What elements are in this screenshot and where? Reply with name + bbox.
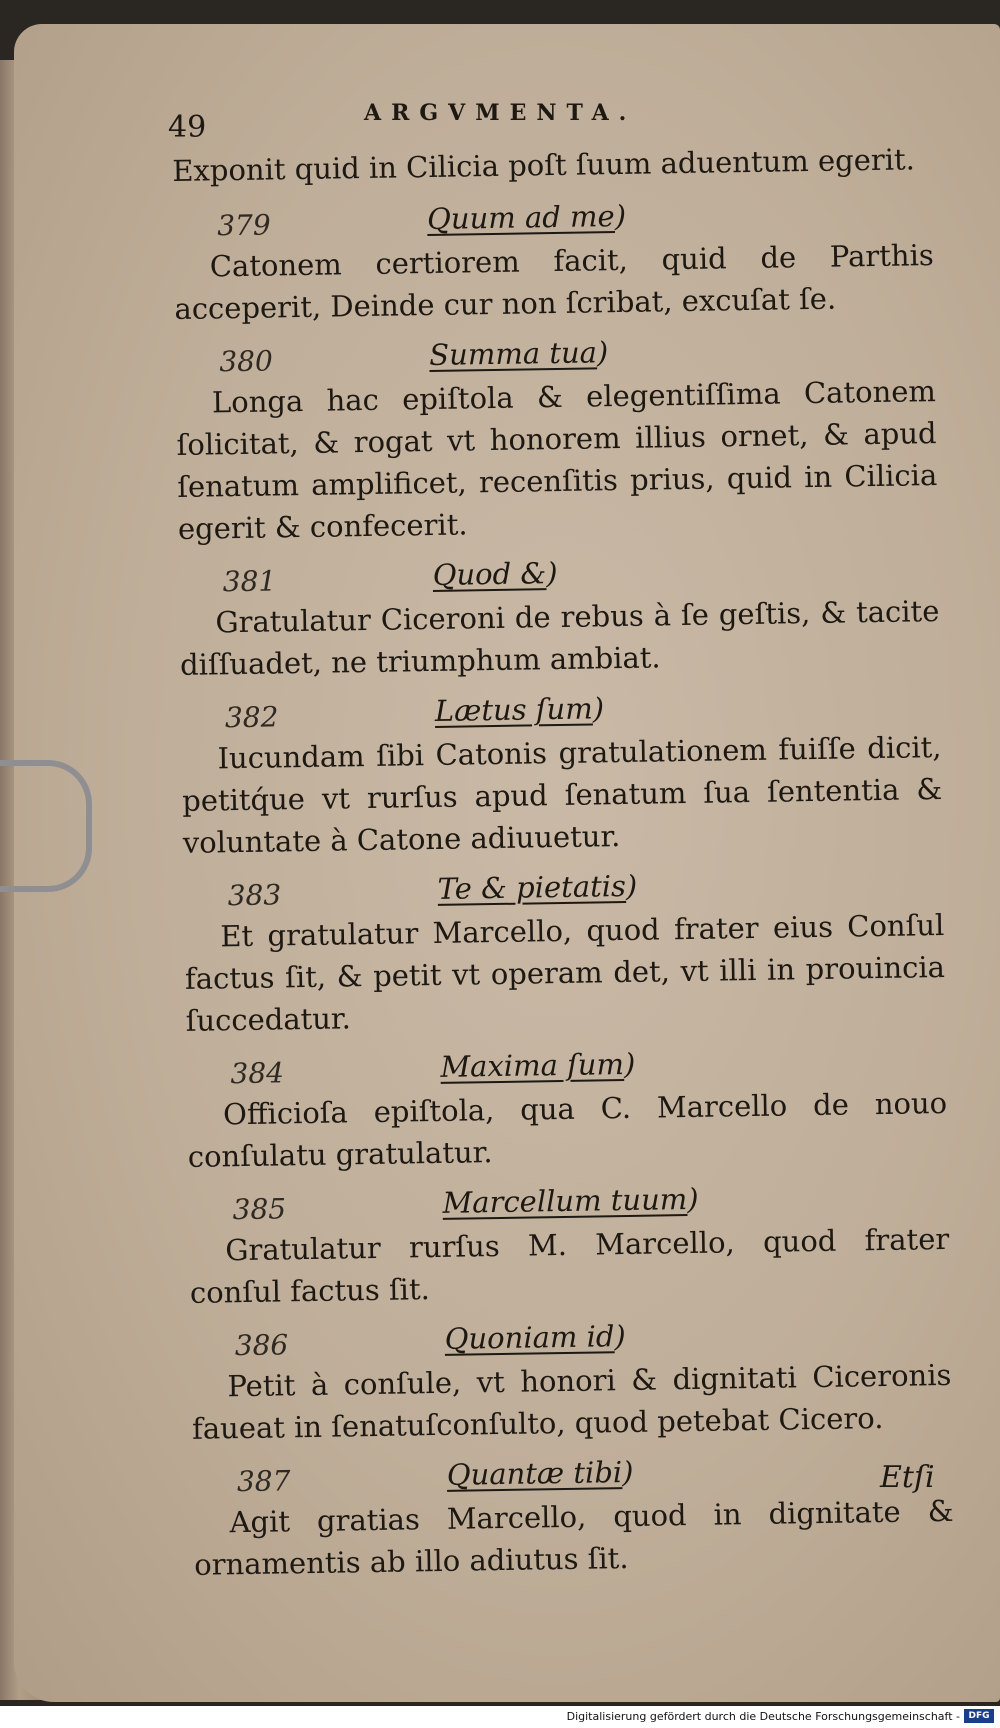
letter-summary: Gratulatur Ciceroni de rebus à ſe geſtis, & tacite diſſuadet, ne triumphum ambiat. bbox=[179, 594, 940, 682]
letter-number: 380 bbox=[219, 344, 274, 379]
letter-entry bbox=[188, 1174, 950, 1314]
letter-number: 382 bbox=[224, 700, 279, 735]
letter-entry bbox=[178, 546, 940, 686]
letter-incipit: Lætus ſum) bbox=[434, 691, 605, 728]
page-header bbox=[168, 96, 930, 145]
letter-summary: Agit gratias Marcello, quod in dignitate & ornamentis ab illo adiutus ſit. bbox=[193, 1493, 954, 1582]
letter-summary: Gratulatur rurſus M. Marcello, quod frater conſul factus ſit. bbox=[189, 1221, 950, 1310]
letter-summary: Catonem certiorem facit, quid de Parthis acceperit, Deinde cur non ſcribat, excuſat ſe. bbox=[174, 238, 935, 326]
letter-incipit: Te & pietatis) bbox=[437, 868, 638, 906]
letter-summary: Longa hac epiſtola & elegentiſſima Catonem ſolicitat, & rogat vt honorem illius ornet, & apud ſenatum amplificet, recenſitis prius, quid in Cilicia egerit & confecerit. bbox=[176, 374, 938, 546]
running-title: ARGVMENTA. bbox=[364, 100, 637, 126]
letter-summary: Officioſa epiſtola, qua C. Marcello de nouo conſulatu gratulatur. bbox=[187, 1085, 948, 1174]
letter-summary: Petit à conſule, vt honori & dignitati Ciceronis faueat in ſenatuſconſulto, quod petebat Cicero. bbox=[191, 1357, 952, 1446]
letter-number: 383 bbox=[227, 878, 282, 913]
letter-number: 386 bbox=[234, 1328, 289, 1363]
letter-summary: Et gratulatur Marcello, quod frater eius Conſul factus ſit, & petit vt operam det, vt illi in prouincia ſuccedatur. bbox=[184, 907, 946, 1038]
letter-incipit: Summa tua) bbox=[428, 335, 609, 372]
funding-notice: Digitalisierung gefördert durch die Deutsche Forschungsgemeinschaft - bbox=[566, 1710, 960, 1723]
letter-summary: Iucundam ſibi Catonis gratulationem fuiſſe dicit, petitq́ue vt rurſus apud ſenatum ſua ſententia & voluntate à Catone adiuuetur. bbox=[181, 729, 943, 860]
page-content bbox=[172, 138, 955, 1594]
intro-summary: Exponit quid in Cilicia poſt ſuum aduentum egerit. bbox=[172, 142, 916, 188]
letter-incipit: Quum ad me) bbox=[426, 198, 627, 236]
letter-entry bbox=[190, 1310, 952, 1450]
letter-entry bbox=[193, 1446, 955, 1586]
letter-entry bbox=[181, 682, 944, 864]
dfg-logo-icon: DFG bbox=[964, 1709, 994, 1723]
letter-number: 387 bbox=[236, 1464, 291, 1499]
letter-number: 384 bbox=[230, 1056, 285, 1091]
letter-incipit: Quantæ tibi) bbox=[446, 1454, 634, 1492]
page-clip bbox=[0, 760, 92, 892]
letter-incipit: Marcellum tuum) bbox=[442, 1181, 699, 1220]
letter-number: 381 bbox=[222, 564, 277, 599]
letter-entry bbox=[173, 190, 935, 330]
letter-incipit: Quoniam id) bbox=[444, 1319, 626, 1356]
catchword: Etſi bbox=[880, 1460, 935, 1495]
letter-number: 379 bbox=[216, 208, 271, 243]
letter-entry bbox=[186, 1038, 948, 1178]
letter-entry bbox=[175, 326, 938, 550]
page-number: 49 bbox=[168, 110, 207, 145]
letter-entry bbox=[183, 860, 946, 1042]
letter-incipit: Quod &) bbox=[432, 555, 558, 592]
letter-incipit: Maxima ſum) bbox=[440, 1046, 636, 1084]
letter-number: 385 bbox=[232, 1192, 287, 1227]
